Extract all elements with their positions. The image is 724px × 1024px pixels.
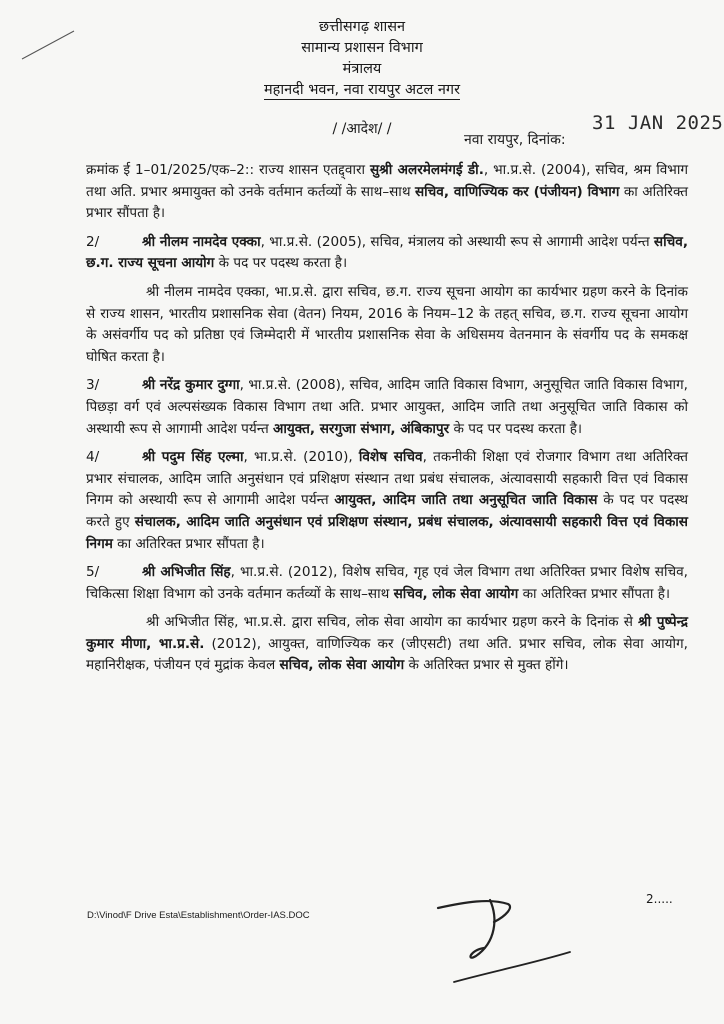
paragraph-number: 3/ (86, 377, 100, 394)
date-label: नवा रायपुर, दिनांक: (464, 132, 566, 148)
paragraph-5-continued (86, 612, 688, 677)
bold-text-segment: आयुक्त, सरगुजा संभाग, अंबिकापुर (273, 420, 450, 437)
order-label: / /आदेश/ / (332, 121, 392, 137)
paragraph-4 (86, 447, 688, 555)
text-segment: , भा.प्र.से. (2008), सचिव, आदिम जाति विकास विभाग, अनुसूचित जाति विकास विभाग, पिछड़ा वर्ग एवं अल्पसंख्यक विकास विभाग तथा अति. प्रभार आयुक्त, आदिम जाति तथा अनुसूचित जाति विकास को अस्थायी रूप से आगामी आदेश पर्यन्त (86, 377, 688, 437)
bold-text-segment: श्री पदुम सिंह एल्मा (142, 449, 244, 466)
text-segment: , तकनीकी शिक्षा एवं रोजगार विभाग तथा अतिरिक्त प्रभार संचालक, आदिम जाति अनुसंधान एवं प्रशिक्षण संस्थान तथा प्रबंध संचालक, अंत्यावसायी सहकारी वित्त एवं विकास निगम को अस्थायी रूप से आगामी आदेश पर्यन्त (86, 449, 689, 509)
paragraph-number: 2/ (86, 233, 100, 250)
text-segment: का अतिरिक्त प्रभार सौंपता है। (86, 183, 689, 222)
bold-text-segment: संचालक, आदिम जाति अनुसंधान एवं प्रशिक्षण संस्थान, प्रबंध संचालक, अंत्यावसायी सहकारी वित्त एवं विकास निगम (86, 513, 688, 552)
bold-text-segment: सचिव, वाणिज्यिक कर (पंजीयन) विभाग (414, 183, 620, 200)
header-department: सामान्य प्रशासन विभाग (301, 40, 423, 56)
paragraph-4-text (86, 449, 688, 551)
bold-text-segment: श्री अभिजीत सिंह (142, 564, 231, 581)
paragraph-2-text (86, 234, 688, 272)
text-segment: के अतिरिक्त प्रभार से मुक्त होंगे। (404, 657, 569, 674)
paragraph-5-text (86, 564, 688, 602)
date-stamp: 31 JAN 2025 (592, 112, 724, 134)
bold-text-segment: श्री नीलम नामदेव एक्का (142, 233, 261, 250)
signature-icon (410, 880, 580, 995)
text-segment: (2012), आयुक्त, वाणिज्यिक कर (जीएसटी) तथा अति. प्रभार सचिव, लोक सेवा आयोग, महानिरीक्षक, पंजीयन एवं मुद्रांक केवल (86, 635, 689, 674)
file-path: D:\Vinod\F Drive Esta\Establishment\Order-IAS.DOC (87, 910, 310, 921)
bold-text-segment: सचिव, छ.ग. राज्य सूचना आयोग (86, 233, 688, 272)
bold-text-segment: सुश्री अलरमेलमंगई डी. (369, 162, 484, 178)
paragraph-number: 5/ (86, 564, 100, 581)
paragraph-2-continued (86, 282, 688, 368)
next-page-marker: 2..... (646, 892, 673, 906)
header-ministry: मंत्रालय (342, 61, 382, 77)
paragraph-5 (86, 562, 688, 605)
header-government: छत्तीसगढ़ शासन (318, 19, 406, 35)
paragraph-number: 4/ (86, 449, 100, 466)
text-segment: , भा.प्र.से. (2005), सचिव, मंत्रालय को अस्थायी रूप से आगामी आदेश पर्यन्त (260, 233, 654, 250)
bold-text-segment: आयुक्त, आदिम जाति तथा अनुसूचित जाति विकास (334, 492, 598, 509)
text-segment: के पद पर पदस्थ करते हुए (86, 492, 689, 530)
text-segment: , भा.प्र.से. (2012), विशेष सचिव, गृह एवं जेल विभाग तथा अतिरिक्त प्रभार विशेष सचिव, चिकित्सा शिक्षा विभाग को उनके वर्तमान कर्तव्यों के साथ–साथ (86, 564, 688, 602)
text-segment: श्री अभिजीत सिंह, भा.प्र.से. द्वारा सचिव, लोक सेवा आयोग का कार्यभार ग्रहण करने के दिनांक से (146, 614, 639, 631)
text-segment: , भा.प्र.से. (2010), (243, 449, 359, 466)
text-segment: श्री नीलम नामदेव एक्का, भा.प्र.से. द्वारा सचिव, छ.ग. राज्य सूचना आयोग का कार्यभार ग्रहण करने के दिनांक से राज्य शासन, भारतीय प्रशासनिक सेवा (वेतन) नियम, 2016 के नियम–12 के तहत् सचिव, छ.ग. राज्य सूचना आयोग के असंवर्गीय पद को प्रतिष्ठा एवं जिम्मेदारी में भारतीय प्रशासनिक सेवा के अधिसमय वेतनमान के संवर्गीय पद के समकक्ष घोषित करता है। (86, 283, 688, 365)
bold-text-segment: सचिव, लोक सेवा आयोग (279, 657, 405, 674)
text-segment: , भा.प्र.से. (2004), सचिव, श्रम विभाग तथा अति. प्रभार श्रमायुक्त को उनके वर्तमान कर्तव्यों के साथ–साथ (86, 162, 689, 200)
text-segment: के पद पर पदस्थ करता है। (214, 255, 348, 272)
header-address: महानदी भवन, नवा रायपुर अटल नगर (263, 82, 461, 98)
margin-mark-icon (18, 25, 78, 65)
bold-text-segment: श्री पुष्पेन्द्र कुमार मीणा, भा.प्र.से. (86, 614, 688, 652)
bold-text-segment: सचिव, लोक सेवा आयोग (393, 585, 519, 602)
text-segment: का अतिरिक्त प्रभार सौंपता है। (112, 535, 265, 552)
paragraph-3 (86, 375, 688, 440)
bold-text-segment: श्री नरेंद्र कुमार दुग्गा (142, 377, 240, 394)
text-segment: का अतिरिक्त प्रभार सौंपता है। (518, 585, 671, 602)
paragraph-2 (86, 232, 688, 275)
paragraph-1 (86, 160, 688, 225)
paragraph-3-text (86, 377, 688, 436)
text-segment: के पद पर पदस्थ करता है। (449, 420, 583, 437)
order-body (86, 160, 688, 684)
text-segment: क्रमांक ई 1–01/2025/एक–2:: राज्य शासन एतद्द्वारा (86, 162, 370, 178)
bold-text-segment: विशेष सचिव (358, 449, 423, 466)
